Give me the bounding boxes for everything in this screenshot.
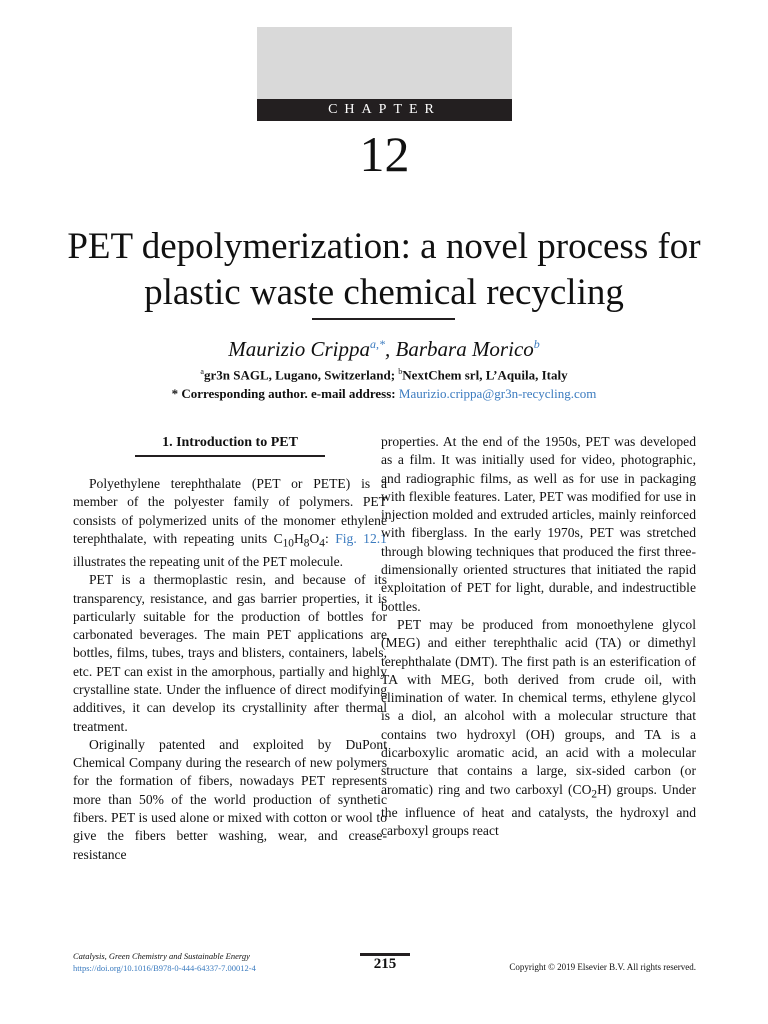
- chapter-label: CHAPTER: [257, 99, 512, 121]
- paragraph-text: O: [309, 530, 320, 546]
- author-name: Barbara Morico: [395, 337, 534, 361]
- subscript: 8: [303, 537, 310, 550]
- copyright-notice: Copyright © 2019 Elsevier B.V. All rights reserved.: [509, 962, 696, 972]
- author-name: Maurizio Crippa: [228, 337, 371, 361]
- left-column: [73, 433, 387, 864]
- paragraph-text: PET may be produced from monoethylene glycol (MEG) and either terephthalic acid (TA) or dimethyl terephthalate (DMT). The first path is an esterification of TA with MEG, both derived from crude oil, with elimination of water. In chemical terms, ethylene glycol is a diol, an alcohol with a molecular structure that contains two hydroxyl (OH) groups, and TA is a dicarboxylic aromatic acid, an acid with a molecular structure that contains a large, six-sided carbon (or aromatic) ring and two carboxyl (CO: [381, 616, 696, 797]
- paragraph-text: H) groups. Under the influence of heat and catalysts, the hydroxyl and carboxyl groups react: [381, 781, 696, 838]
- title-divider: [312, 318, 455, 320]
- corresponding-author: [40, 384, 728, 403]
- subscript: 10: [282, 537, 294, 550]
- doi-link[interactable]: https://doi.org/10.1016/B978-0-444-64337-7.00012-4: [73, 963, 256, 973]
- paragraph: [73, 475, 387, 571]
- title-line-2: plastic waste chemical recycling: [144, 272, 624, 313]
- paragraph-text: illustrates the repeating unit of the PET molecule.: [73, 553, 344, 569]
- footer-citation: [73, 950, 256, 974]
- affiliation-mark: b: [398, 367, 403, 376]
- author-affiliation-mark[interactable]: a,*: [370, 337, 386, 351]
- affiliation-line: [40, 362, 728, 384]
- paragraph-text: Polyethylene terephthalate (PET or PETE) is a member of the polyester family of polymers. PET consists of polymerized units of the monomer ethylene terephthalate, with repeating units C: [73, 476, 387, 546]
- right-column: [381, 433, 696, 840]
- affiliation-text: NextChem srl, L’Aquila, Italy: [402, 367, 568, 383]
- paragraph-text: :: [324, 530, 336, 546]
- affiliation-mark: a: [200, 367, 204, 376]
- email-link[interactable]: Maurizio.crippa@gr3n-recycling.com: [398, 386, 597, 402]
- subscript: 2: [591, 788, 598, 801]
- title-line-1: PET depolymerization: a novel process for: [67, 226, 701, 267]
- affiliations: [40, 362, 728, 403]
- author-list: [40, 330, 728, 363]
- paragraph-text: H: [293, 530, 304, 546]
- journal-name: Catalysis, Green Chemistry and Sustainable Energy: [73, 951, 250, 961]
- author-affiliation-mark[interactable]: b: [533, 337, 540, 351]
- chapter-number: 12: [359, 126, 410, 182]
- page-number: 215: [373, 956, 397, 972]
- author-separator: ,: [385, 337, 396, 361]
- section-heading: 1. Introduction to PET: [135, 433, 325, 457]
- paragraph: Originally patented and exploited by DuPont Chemical Company during the research of new polymers for the formation of fibers, nowadays PET represents more than 50% of the world production of synthetic fibers. PET is used alone or mixed with cotton or wool to give the fibers better washing, wear, and crease-resistance: [73, 736, 387, 862]
- chapter-header-box: [257, 27, 512, 99]
- corresponding-label: * Corresponding author. e-mail address:: [171, 386, 399, 402]
- subscript: 4: [319, 537, 325, 550]
- paragraph: properties. At the end of the 1950s, PET was developed as a film. It was initially used for video, photographic, and radiographic films, as well as for use in packaging with flexible features. Later, PET was modified for use in injection molded and extruded articles, mainly reinforced with fiberglass. In the early 1970s, PET was stretched through blowing techniques that produced the first three-dimensionally oriented structures that initiated the rapid exploitation of PET for light, durable, and indestructible bottles.: [381, 434, 696, 614]
- paragraph: PET is a thermoplastic resin, and because of its transparency, resistance, and gas barrier properties, it is particularly suitable for the production of bottles for carbonated beverages. The main PET applications are bottles, films, tubes, trays and blisters, containers, labels, etc. PET can exist in the amorphous, partially and highly crystalline state. Under the influence of direct modifying additives, it can develop its crystallinity after thermal treatment.: [73, 572, 387, 734]
- paragraph: [381, 616, 696, 840]
- figure-link[interactable]: Fig. 12.1: [335, 530, 387, 546]
- chapter-title: [40, 224, 728, 316]
- affiliation-text: gr3n SAGL, Lugano, Switzerland;: [203, 367, 399, 383]
